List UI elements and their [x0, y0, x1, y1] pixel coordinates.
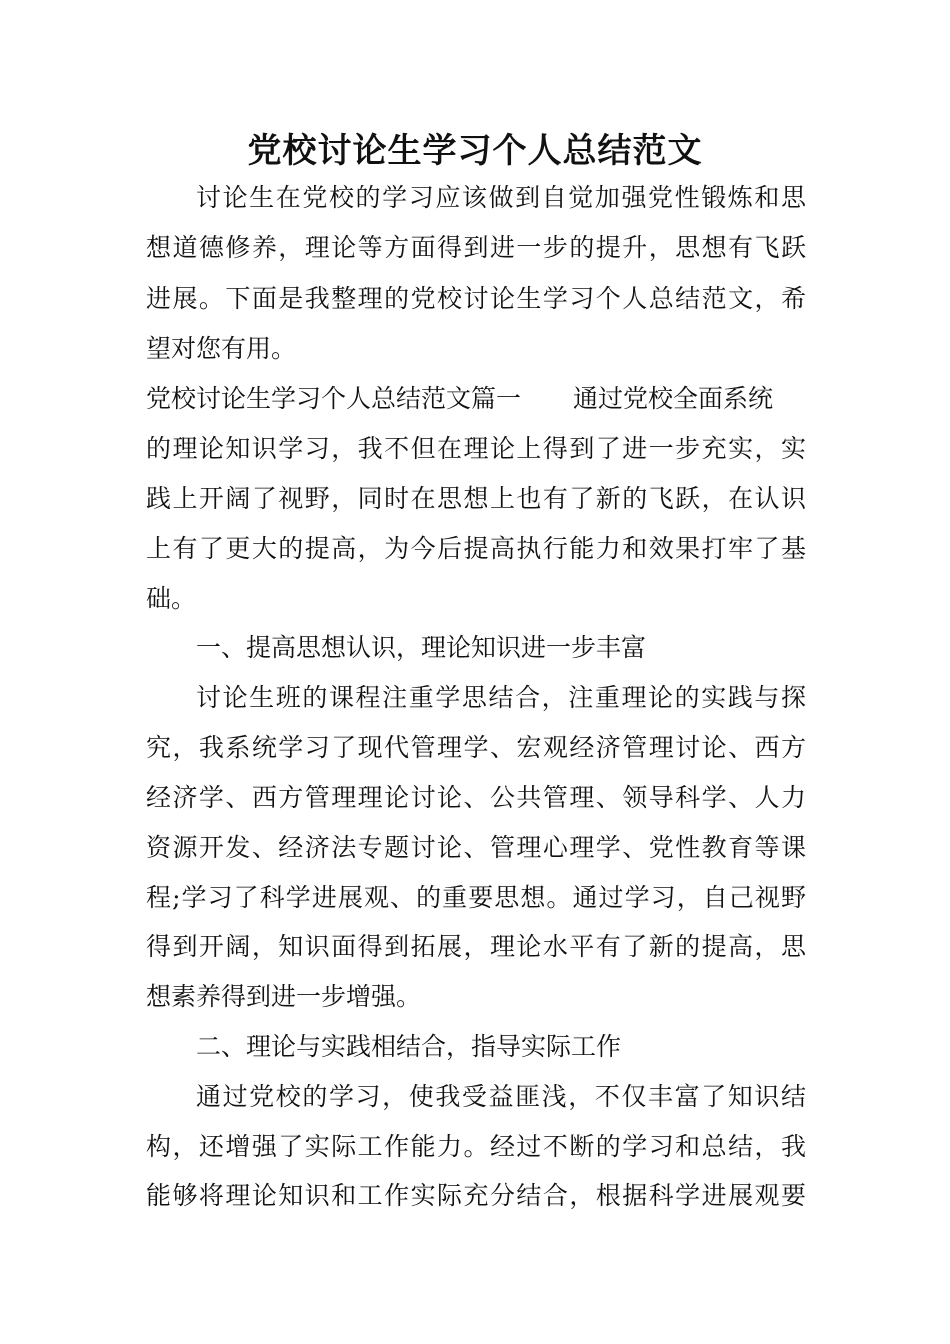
intro-line-3: 进展。下面是我整理的党校讨论生学习个人总结范文，希	[146, 284, 806, 313]
section-two-line-2: 构，还增强了实际工作能力。经过不断的学习和总结，我	[146, 1132, 806, 1161]
section-two-line-1: 通过党校的学习，使我受益匪浅，不仅丰富了知识结	[196, 1082, 806, 1111]
section-two-line-3: 能够将理论知识和工作实际充分结合，根据科学进展观要	[146, 1181, 806, 1210]
part-one-line-3: 践上开阔了视野，同时在思想上也有了新的飞跃，在认识	[146, 484, 806, 513]
section-one-line-7: 想素养得到进一步增强。	[146, 982, 422, 1011]
document-title: 党校讨论生学习个人总结范文	[247, 131, 703, 171]
part-one-line-4: 上有了更大的提高，为今后提高执行能力和效果打牢了基	[146, 534, 806, 563]
part-one-first-text: 通过党校全面系统	[573, 384, 774, 413]
part-one-line-2: 的理论知识学习，我不但在理论上得到了进一步充实，实	[146, 434, 806, 463]
section-one-line-4: 资源开发、经济法专题讨论、管理心理学、党性教育等课	[146, 833, 806, 862]
intro-line-4: 望对您有用。	[146, 334, 297, 363]
section-one-line-2: 究，我系统学习了现代管理学、宏观经济管理讨论、西方	[146, 733, 806, 762]
section-one-line-1: 讨论生班的课程注重学思结合，注重理论的实践与探	[196, 683, 806, 712]
intro-line-1: 讨论生在党校的学习应该做到自觉加强党性锻炼和思	[196, 183, 806, 212]
section-one-line-3: 经济学、西方管理理论讨论、公共管理、领导科学、人力	[146, 783, 806, 812]
intro-line-2: 想道德修养，理论等方面得到进一步的提升，思想有飞跃	[146, 233, 806, 262]
section-one-line-5: 程;学习了科学进展观、的重要思想。通过学习，自己视野	[146, 883, 806, 912]
part-one-heading-line	[146, 379, 806, 419]
section-two-heading: 二、理论与实践相结合，指导实际工作	[196, 1032, 622, 1061]
section-one-line-6: 得到开阔，知识面得到拓展，理论水平有了新的提高，思	[146, 932, 806, 961]
part-one-heading: 党校讨论生学习个人总结范文篇一	[146, 384, 522, 413]
part-one-line-5: 础。	[146, 584, 197, 613]
section-one-heading: 一、提高思想认识，理论知识进一步丰富	[196, 633, 647, 662]
